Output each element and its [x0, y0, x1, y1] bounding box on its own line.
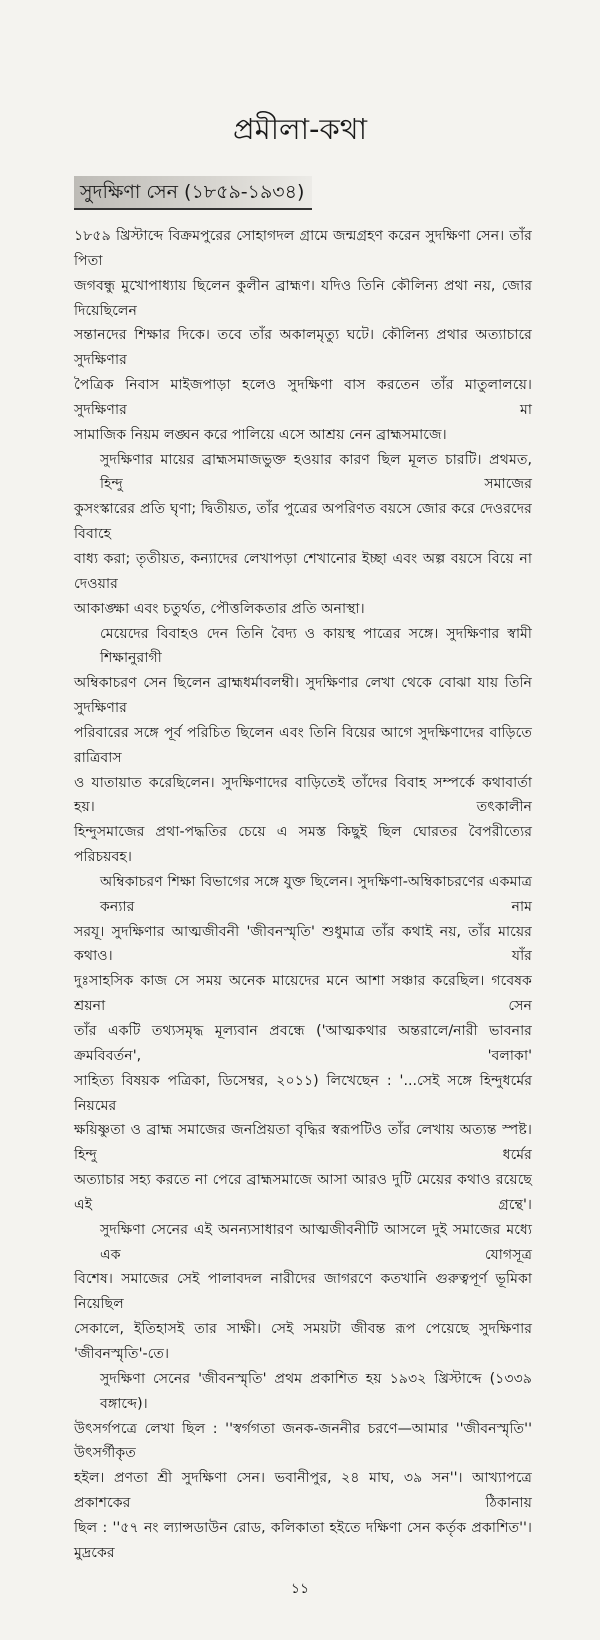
text-line: অম্বিকাচরণ শিক্ষা বিভাগের সঙ্গে যুক্ত ছিলেন। সুদক্ষিণা-অম্বিকাচরণের একমাত্র কন্যার নাম — [100, 873, 532, 915]
text-line: কুসংস্কারের প্রতি ঘৃণা; দ্বিতীয়ত, তাঁর পুত্রের অপরিণত বয়সে জোর করে দেওরদের বিবাহে — [74, 501, 532, 543]
text-line: জগবন্ধু মুখোপাধ্যায় ছিলেন কুলীন ব্রাহ্মণ। যদিও তিনি কৌলিন্য প্রথা নয়, জোর দিয়েছিলেন — [74, 277, 532, 319]
text-line: সুদক্ষিণার মায়ের ব্রাহ্মসমাজভুক্ত হওয়ার কারণ ছিল মূলত চারটি। প্রথমত, হিন্দু সমাজের — [100, 451, 532, 493]
text-line: বিশেষ। সমাজের সেই পালাবদল নারীদের জাগরণে কতখানি গুরুত্বপূর্ণ ভূমিকা নিয়েছিল — [74, 1271, 532, 1313]
text-line: বাধ্য করা; তৃতীয়ত, কন্যাদের লেখাপড়া শেখানোর ইচ্ছা এবং অল্প বয়সে বিয়ে না দেওয়ার — [74, 550, 532, 592]
text-line: দুঃসাহসিক কাজ সে সময় অনেক মায়েদের মনে আশা সঞ্চার করেছিল। গবেষক শ্রয়না সেন — [74, 973, 532, 1015]
text-line: সন্তানদের শিক্ষার দিকে। তবে তাঁর অকালমৃত্যু ঘটে। কৌলিন্য প্রথার অত্যাচারে সুদক্ষিণার — [74, 327, 532, 369]
text-line: আকাঙ্ক্ষা এবং চতুর্থত, পৌত্তলিকতার প্রতি অনাস্থা। — [74, 600, 365, 617]
text-line: ছিল : ''৫৭ নং ল্যান্সডাউন রোড, কলিকাতা হইতে দক্ষিণা সেন কর্তৃক প্রকাশিত''। মুদ্রকের — [74, 1519, 532, 1561]
text-line: সরযূ। সুদক্ষিণার আত্মজীবনী 'জীবনস্মৃতি' শুধুমাত্র তাঁর কথাই নয়, তাঁর মায়ের কথাও। যাঁর — [74, 923, 532, 965]
body-text — [74, 224, 532, 1566]
page-title: প্রমীলা-কথা — [232, 112, 367, 146]
page-number: ১১ — [290, 1580, 310, 1597]
text-line: সুদক্ষিণা সেনের 'জীবনস্মৃতি' প্রথম প্রকাশিত হয় ১৯৩২ খ্রিস্টাব্দে (১৩৩৯ বঙ্গাব্দে)। — [100, 1370, 532, 1412]
text-line: ক্ষয়িষ্ণুতা ও ব্রাহ্ম সমাজের জনপ্রিয়তা বৃদ্ধির স্বরূপটিও তাঁর লেখায় অত্যন্ত স্পষ্ট। হিন্দু ধর্মের — [74, 1122, 532, 1164]
text-line: অম্বিকাচরণ সেন ছিলেন ব্রাহ্মধর্মাবলম্বী। সুদক্ষিণার লেখা থেকে বোঝা যায় তিনি সুদক্ষিণার — [74, 675, 532, 717]
text-line: তাঁর একটি তথ্যসমৃদ্ধ মূল্যবান প্রবন্ধে ('আত্মকথার অন্তরালে/নারী ভাবনার ক্রমবিবর্তন', 'বলাকা' — [74, 1023, 532, 1064]
text-line: সেকালে, ইতিহাসই তার সাক্ষী। সেই সময়টা জীবন্ত রূপ পেয়েছে সুদক্ষিণার 'জীবনস্মৃতি'-তে। — [74, 1321, 532, 1362]
text-line: মেয়েদের বিবাহও দেন তিনি বৈদ্য ও কায়স্থ পাত্রের সঙ্গে। সুদক্ষিণার স্বামী শিক্ষানুরাগী — [100, 625, 532, 667]
section-heading: সুদক্ষিণা সেন (১৮৫৯-১৯৩৪) — [74, 176, 312, 211]
text-line: হিন্দুসমাজের প্রথা-পদ্ধতির চেয়ে এ সমস্ত কিছুই ছিল ঘোরতর বৈপরীত্যের পরিচয়বহ। — [74, 824, 532, 866]
text-line: সুদক্ষিণা সেনের এই অনন্যসাধারণ আত্মজীবনীটি আসলে দুই সমাজের মধ্যে এক যোগসূত্র — [100, 1221, 532, 1263]
text-line: হইল। প্রণতা শ্রী সুদক্ষিণা সেন। ভবানীপুর, ২৪ মাঘ, ৩৯ সন''। আখ্যাপত্রে প্রকাশকের ঠিকানায় — [74, 1470, 532, 1512]
text-line: ১৮৫৯ খ্রিস্টাব্দে বিক্রমপুরের সোহাগদল গ্রামে জন্মগ্রহণ করেন সুদক্ষিণা সেন। তাঁর পিতা — [74, 228, 532, 269]
text-line: অত্যাচার সহ্য করতে না পেরে ব্রাহ্মসমাজে আসা আরও দুটি মেয়ের কথাও রয়েছে এই গ্রন্থে'। — [74, 1172, 532, 1213]
text-line: উৎসর্গপত্রে লেখা ছিল : ''স্বর্গগতা জনক-জননীর চরণে—আমার ''জীবনস্মৃতি'' উৎসর্গীকৃত — [74, 1420, 532, 1462]
text-line: পৈত্রিক নিবাস মাইজপাড়া হলেও সুদক্ষিণা বাস করতেন তাঁর মাতুলালয়ে। সুদক্ষিণার মা — [74, 377, 532, 418]
text-line: সামাজিক নিয়ম লঙ্ঘন করে পালিয়ে এসে আশ্রয় নেন ব্রাহ্মসমাজে। — [74, 426, 447, 443]
text-line: সাহিত্য বিষয়ক পত্রিকা, ডিসেম্বর, ২০১১) লিখেছেন : '...সেই সঙ্গে হিন্দুধর্মের নিয়মের — [74, 1072, 532, 1114]
text-line: ও যাতায়াত করেছিলেন। সুদক্ষিণাদের বাড়িতেই তাঁদের বিবাহ সম্পর্কে কথাবার্তা হয়। তৎকালীন — [74, 774, 532, 816]
text-line: পরিবারের সঙ্গে পূর্ব পরিচিত ছিলেন এবং তিনি বিয়ের আগে সুদক্ষিণাদের বাড়িতে রাত্রিবাস — [74, 724, 532, 766]
